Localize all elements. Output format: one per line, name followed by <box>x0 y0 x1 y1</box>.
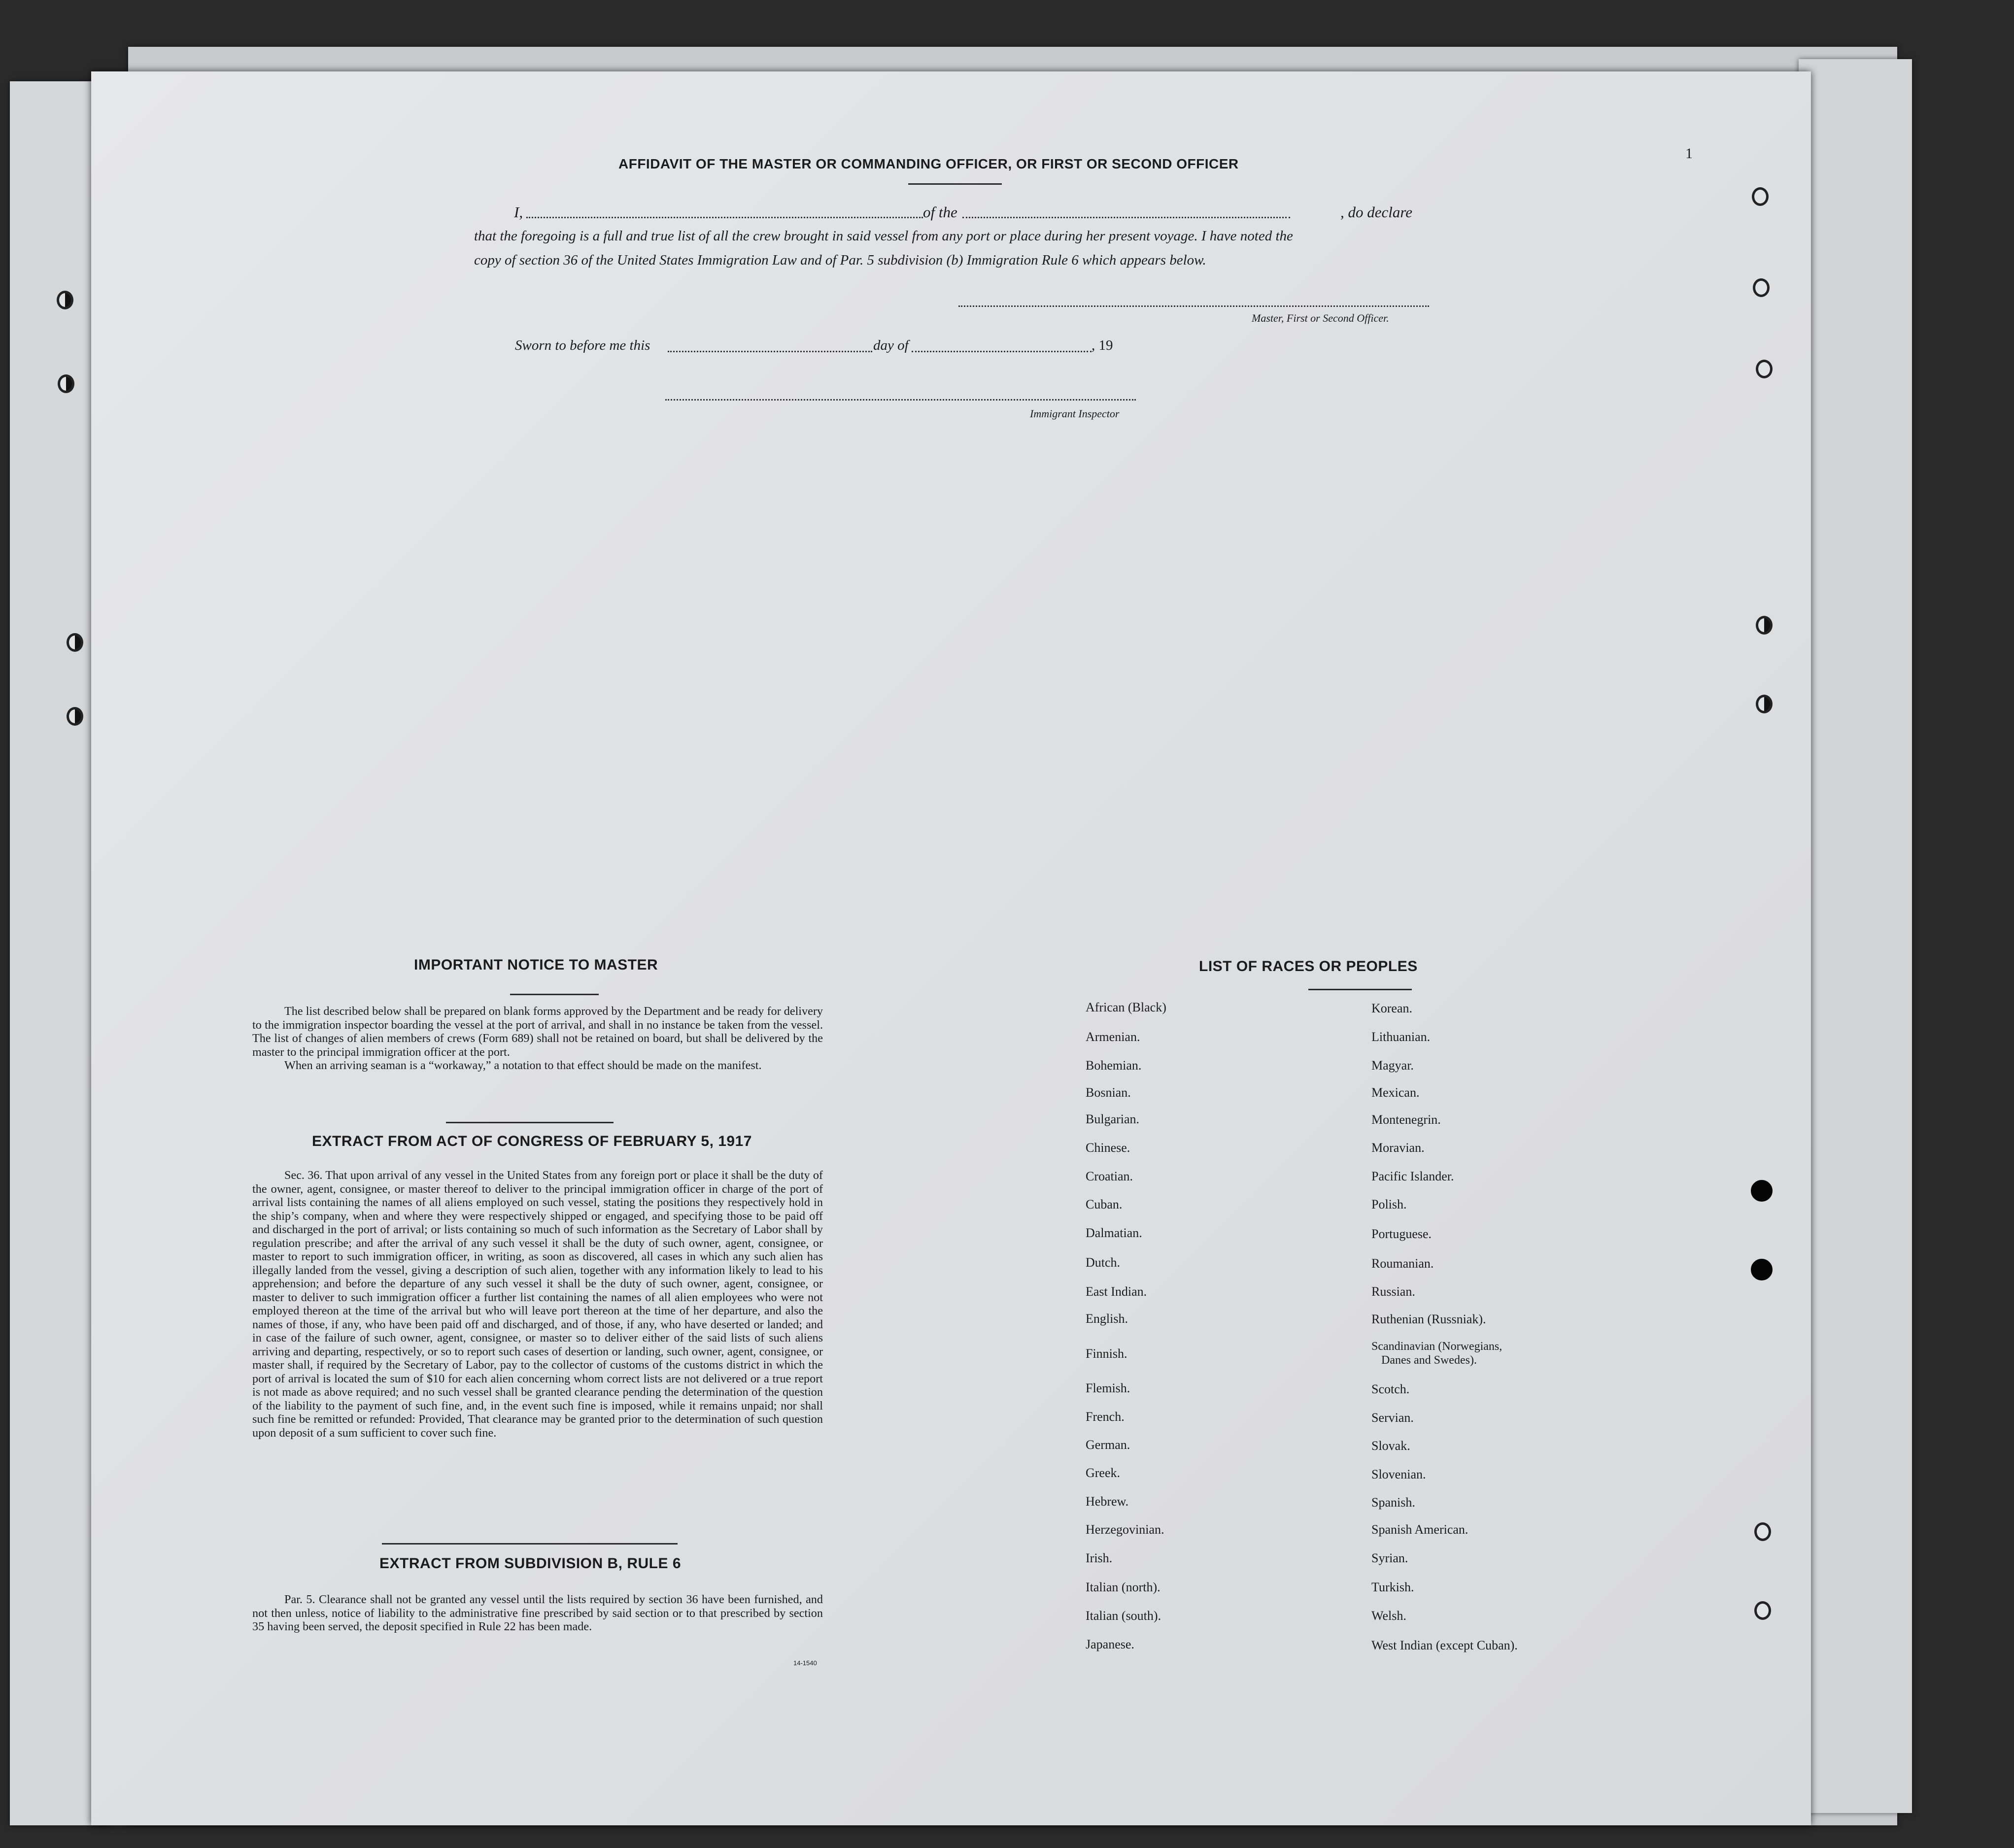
act-body <box>252 1169 823 1440</box>
act-paragraph: Sec. 36. That upon arrival of any vessel in the United States from any foreign port or place it shall be the duty of the owner, agent, consignee, or master thereof to deliver to the principal immigration officer in charge of the port of arrival lists containing the names of all aliens employed on such vessel, stating the positions they respectively hold in the ship’s company, when and where they were respectively shipped or engaged, and specifying those to be paid off and discharged in the port of arrival; or lists containing so much of such information as the Secretary of Labor shall by regulation prescribe; and after the arrival of any such vessel it shall be the duty of such owner, agent, consignee, or master to report to such immigration officer, in writing, as soon as discovered, all cases in which any such alien has illegally landed from the vessel, giving a description of such alien, together with any information likely to lead to his apprehension; and before the departure of any such vessel it shall be the duty of such owner, agent, consignee, or master to deliver to such immigration officer a further list containing the names of all alien employees who were not employed thereon at the time of the arrival but who will leave port thereon at the time of her departure, and also the names of those, if any, who have been paid off and discharged, and of those, if any, who have deserted or landed; and in case of the failure of such owner, agent, consignee, or master so to deliver either of the said lists of such aliens arriving and departing, respectively, or so to report such cases of desertion or landing, such owner, agent, consignee, or master shall, if required by the Secretary of Labor, pay to the collector of customs of the customs district in which the port of arrival is located the sum of $10 for each alien concerning whom correct lists are not delivered or a true report is not made as above required; and no such vessel shall be granted clearance pending the determination of the question of the liability to the payment of such fine, and, in the event such fine is imposed, while it remains unpaid; nor shall such fine be remitted or refunded: Provided, That clearance may be granted prior to the determination of such question upon deposit of a sum sufficient to cover such fine. <box>252 1169 823 1440</box>
binder-hole <box>1756 360 1773 378</box>
race-item: Turkish. <box>1371 1580 1414 1594</box>
race-item: Bulgarian. <box>1086 1112 1140 1126</box>
race-item: German. <box>1086 1438 1130 1452</box>
binder-hole <box>1752 187 1769 206</box>
race-item: Pacific Islander. <box>1371 1169 1454 1183</box>
race-item: Mexican. <box>1371 1085 1420 1100</box>
race-item: Chinese. <box>1086 1141 1130 1155</box>
race-item: Finnish. <box>1086 1346 1127 1361</box>
race-item: East Indian. <box>1086 1284 1147 1299</box>
binder-hole <box>1753 278 1770 297</box>
race-item: Roumanian. <box>1371 1256 1434 1271</box>
binder-hole <box>1754 1522 1771 1541</box>
vessel-blank <box>962 217 1290 218</box>
race-item: Armenian. <box>1086 1030 1140 1044</box>
race-item: Korean. <box>1371 1001 1413 1015</box>
act-title: EXTRACT FROM ACT OF CONGRESS OF FEBRUARY 5, 1917 <box>312 1133 752 1149</box>
race-item: Bosnian. <box>1086 1085 1131 1100</box>
race-item: English. <box>1086 1311 1128 1326</box>
declaration-i: I, <box>514 203 523 221</box>
races-title: LIST OF RACES OR PEOPLES <box>1199 958 1418 974</box>
notice-rule <box>510 994 599 995</box>
race-item: Scotch. <box>1371 1382 1410 1396</box>
race-item: Spanish. <box>1371 1495 1415 1510</box>
page-mark: 1 <box>1685 145 1693 162</box>
binder-hole <box>1751 1180 1773 1202</box>
race-item: West Indian (except Cuban). <box>1371 1638 1518 1652</box>
race-item: Portuguese. <box>1371 1227 1432 1241</box>
race-item: Moravian. <box>1371 1141 1425 1155</box>
race-item: Dutch. <box>1086 1255 1121 1270</box>
binder-hole <box>1751 1259 1773 1280</box>
race-item: Slovak. <box>1371 1439 1410 1453</box>
race-item: Polish. <box>1371 1197 1407 1211</box>
sworn-day-of: day of <box>873 337 909 353</box>
notice-body <box>252 1005 823 1073</box>
race-item: Magyar. <box>1371 1058 1414 1073</box>
form-number: 14-1540 <box>793 1659 817 1667</box>
sworn-prefix: Sworn to before me this <box>515 337 650 353</box>
rule-title: EXTRACT FROM SUBDIVISION B, RULE 6 <box>379 1555 682 1572</box>
binder-hole <box>1756 616 1773 635</box>
binder-hole <box>1754 1601 1771 1620</box>
sworn-month-blank <box>912 351 1092 352</box>
declaration-line-2: that the foregoing is a full and true list of all the crew brought in said vessel from any port or place during her present voyage. I have noted the <box>474 228 1293 244</box>
race-item: Bohemian. <box>1086 1058 1142 1073</box>
race-item: Servian. <box>1371 1411 1414 1425</box>
binder-hole <box>58 374 74 393</box>
affidavit-title: AFFIDAVIT OF THE MASTER OR COMMANDING OFFICER, OR FIRST OR SECOND OFFICER <box>618 156 1239 171</box>
race-item: Spanish American. <box>1371 1522 1468 1537</box>
notice-title: IMPORTANT NOTICE TO MASTER <box>414 957 658 973</box>
race-item: Syrian. <box>1371 1551 1408 1565</box>
race-item: French. <box>1086 1410 1125 1424</box>
declaration-declare: , do declare <box>1340 203 1413 221</box>
race-item: Dalmatian. <box>1086 1226 1142 1240</box>
race-item: Herzegovinian. <box>1086 1522 1164 1537</box>
master-label: Master, First or Second Officer. <box>1252 312 1389 324</box>
race-item: Scandinavian (Norwegians, <box>1371 1340 1502 1353</box>
inspector-label: Immigrant Inspector <box>1030 407 1120 420</box>
inspector-signature-line <box>665 399 1136 401</box>
rule-top-rule <box>382 1543 678 1545</box>
binder-hole <box>67 633 83 652</box>
manifest-page <box>91 71 1811 1825</box>
master-signature-line <box>958 305 1429 307</box>
binder-hole <box>67 707 83 726</box>
sworn-day-blank <box>668 351 872 352</box>
notice-paragraph-2: When an arriving seaman is a “workaway,” a notation to that effect should be made on the manifest. <box>284 1059 762 1072</box>
binder-hole <box>1756 695 1773 713</box>
title-rule <box>908 183 1002 185</box>
race-item: Greek. <box>1086 1466 1121 1480</box>
races-rule <box>1308 989 1412 990</box>
declaration-of-the: of the <box>923 203 957 221</box>
race-item: Italian (north). <box>1086 1580 1161 1594</box>
race-item: Flemish. <box>1086 1381 1130 1395</box>
race-item: Welsh. <box>1371 1609 1406 1623</box>
rule-body <box>252 1593 823 1634</box>
race-item: Ruthenian (Russniak). <box>1371 1312 1486 1326</box>
race-item: Croatian. <box>1086 1169 1133 1183</box>
race-item: Montenegrin. <box>1371 1112 1441 1127</box>
race-item: Lithuanian. <box>1371 1030 1431 1044</box>
background-sheet-right <box>1799 59 1912 1813</box>
race-item: Russian. <box>1371 1284 1415 1299</box>
race-item: Cuban. <box>1086 1197 1123 1211</box>
race-item: Irish. <box>1086 1551 1113 1565</box>
race-item: Danes and Swedes). <box>1381 1354 1477 1367</box>
race-item: Italian (south). <box>1086 1609 1161 1623</box>
name-blank <box>526 217 923 218</box>
race-item: Hebrew. <box>1086 1494 1129 1509</box>
rule-paragraph: Par. 5. Clearance shall not be granted any vessel until the lists required by section 36 have been furnished, and not then unless, notice of liability to the administrative fine prescribed by said section or to that prescribed by section 35 having been served, the deposit specified in Rule 22 has been made. <box>252 1593 823 1633</box>
race-item: Slovenian. <box>1371 1467 1426 1481</box>
declaration-line-3: copy of section 36 of the United States Immigration Law and of Par. 5 subdivision (b) Immigration Rule 6 which appears below. <box>474 252 1206 268</box>
notice-paragraph-1: The list described below shall be prepared on blank forms approved by the Department and be ready for delivery to the immigration inspector boarding the vessel at the port of arrival, and shall in no instance be taken from the vessel. The list of changes of alien members of crews (Form 689) shall not be retained on board, but shall be delivered by the master to the principal immigration officer at the port. <box>252 1005 823 1059</box>
race-item: Japanese. <box>1086 1637 1134 1651</box>
act-top-rule <box>446 1122 614 1123</box>
race-item: African (Black) <box>1086 1000 1166 1014</box>
sworn-year: , 19 <box>1092 337 1113 353</box>
binder-hole <box>57 291 73 309</box>
